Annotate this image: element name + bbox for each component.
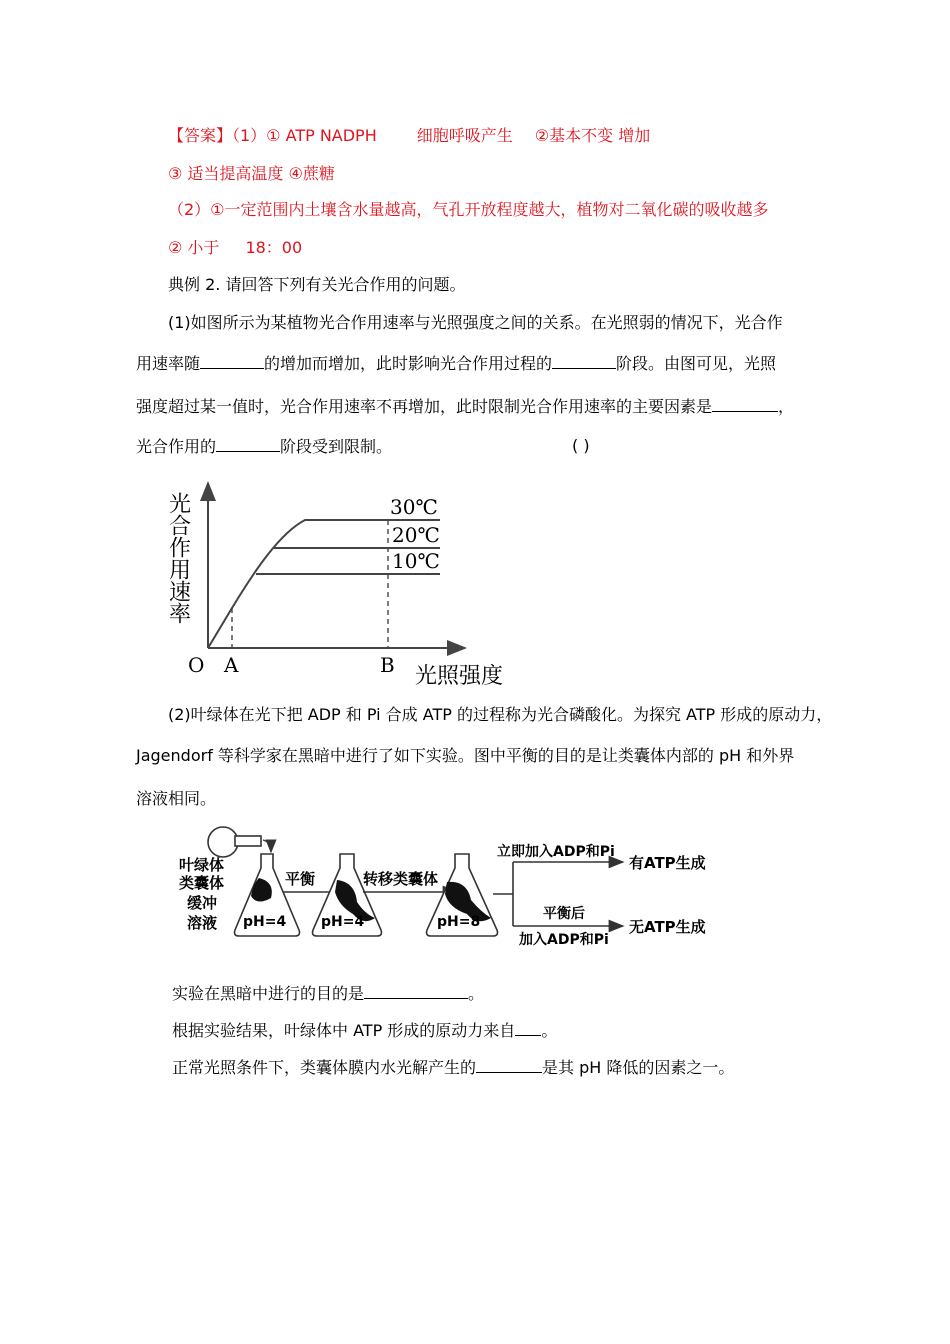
- paragraph-1-line-3: [136, 395, 794, 418]
- flask-3: [427, 854, 498, 936]
- paragraph-2-line-3: [136, 788, 216, 810]
- answer-paren: [572, 435, 590, 457]
- x-mark-a: A: [224, 653, 239, 677]
- flask-2: [313, 854, 382, 936]
- flask-2-ph: pH=4: [321, 914, 365, 930]
- example-title: [168, 274, 465, 296]
- branch-top-result: 有ATP生成: [629, 854, 706, 872]
- branch-bottom-result: 无ATP生成: [629, 918, 706, 936]
- answer-blank[interactable]: [515, 1019, 541, 1036]
- paragraph-text: 溶液相同。: [136, 789, 217, 808]
- answer-line-3: [168, 199, 769, 221]
- origin-label: O: [188, 653, 205, 677]
- paragraph-text: 用速率随: [136, 354, 201, 373]
- answer-text: ② 小于: [168, 238, 220, 257]
- question-2: [172, 1019, 557, 1042]
- photosynthesis-chart: [165, 478, 520, 693]
- left-label-2: 类囊体: [179, 874, 225, 892]
- paragraph-text: 的增加而增加，此时影响光合作用过程的: [264, 354, 553, 373]
- paragraph-2-line-1: [168, 704, 832, 726]
- paragraph-text: Jagendorf 等科学家在黑暗中进行了如下实验。图中平衡的目的是让类囊体内部的 pH 和外界: [136, 746, 795, 765]
- arrow-2-label: 转移类囊体: [363, 870, 439, 888]
- x-mark-b: B: [380, 653, 395, 677]
- branch-bottom-label-1: 平衡后: [543, 906, 585, 922]
- paren-text: ( ): [572, 436, 590, 455]
- answer-text: ②基本不变 增加: [534, 126, 651, 145]
- paragraph-1-line-1: [168, 312, 783, 334]
- paragraph-1-line-4: [136, 435, 392, 458]
- question-text: 是其 pH 降低的因素之一。: [542, 1058, 735, 1077]
- y-axis-label: 光合作用速率: [165, 492, 191, 624]
- series-label-10c: 10℃: [392, 549, 440, 573]
- example-title-text: 典例 2. 请回答下列有关光合作用的问题。: [168, 275, 466, 294]
- paragraph-text: (1)如图所示为某植物光合作用速率与光照强度之间的关系。在光照弱的情况下，光合作: [168, 313, 783, 332]
- left-label-4: 溶液: [187, 914, 218, 932]
- answer-blank[interactable]: [200, 352, 264, 369]
- series-label-30c: 30℃: [390, 495, 438, 519]
- answer-blank[interactable]: [476, 1056, 542, 1073]
- answer-text: ③ 适当提高温度 ④蔗糖: [168, 164, 335, 183]
- left-label-1: 叶绿体: [179, 856, 225, 874]
- paragraph-text: 强度超过某一值时，光合作用速率不再增加，此时限制光合作用速率的主要因素是: [136, 397, 713, 416]
- paragraph-1-line-2: [136, 352, 776, 375]
- answer-text: 细胞呼吸产生: [416, 126, 513, 145]
- answer-text: 18：00: [245, 238, 303, 257]
- series-label-20c: 20℃: [392, 523, 440, 547]
- x-axis-label: 光照强度: [415, 664, 504, 689]
- flask-1-ph: pH=4: [243, 914, 287, 930]
- paragraph-text: ，: [778, 397, 795, 416]
- paragraph-text: 阶段。由图可见，光照: [616, 354, 777, 373]
- paragraph-text: (2)叶绿体在光下把 ADP 和 Pi 合成 ATP 的过程称为光合磷酸化。为探究 ATP 形成的原动力，: [168, 705, 833, 724]
- answer-blank[interactable]: [364, 982, 468, 999]
- branch-bottom-label-2: 加入ADP和Pi: [519, 932, 609, 948]
- experiment-diagram: [175, 822, 735, 957]
- paragraph-text: 阶段受到限制。: [280, 437, 393, 456]
- left-label-3: 缓冲: [187, 894, 218, 912]
- pouring-tube-icon: [208, 827, 271, 857]
- question-text: 实验在黑暗中进行的目的是: [172, 984, 365, 1003]
- question-text: 。: [541, 1021, 558, 1040]
- answer-text: （2）①一定范围内土壤含水量越高，气孔开放程度越大，植物对二氧化碳的吸收越多: [168, 200, 769, 219]
- question-text: 根据实验结果，叶绿体中 ATP 形成的原动力来自: [172, 1021, 516, 1040]
- flask-3-ph: pH=8: [437, 914, 481, 930]
- answer-blank[interactable]: [552, 352, 616, 369]
- question-text: 正常光照条件下，类囊体膜内水光解产生的: [172, 1058, 477, 1077]
- arrow-1-label: 平衡: [285, 870, 316, 888]
- question-text: 。: [468, 984, 485, 1003]
- answer-line-2: [168, 163, 335, 185]
- answer-line-1: [168, 125, 650, 147]
- answer-label: 【答案】（1）① ATP NADPH: [168, 126, 377, 145]
- answer-blank[interactable]: [712, 395, 778, 412]
- branch-top-label: 立即加入ADP和Pi: [497, 844, 615, 860]
- paragraph-2-line-2: [136, 745, 794, 767]
- question-1: [172, 982, 484, 1005]
- paragraph-text: 光合作用的: [136, 437, 217, 456]
- question-3: [172, 1056, 734, 1079]
- answer-line-4: [168, 237, 302, 259]
- flask-1: [235, 854, 300, 936]
- answer-blank[interactable]: [216, 435, 280, 452]
